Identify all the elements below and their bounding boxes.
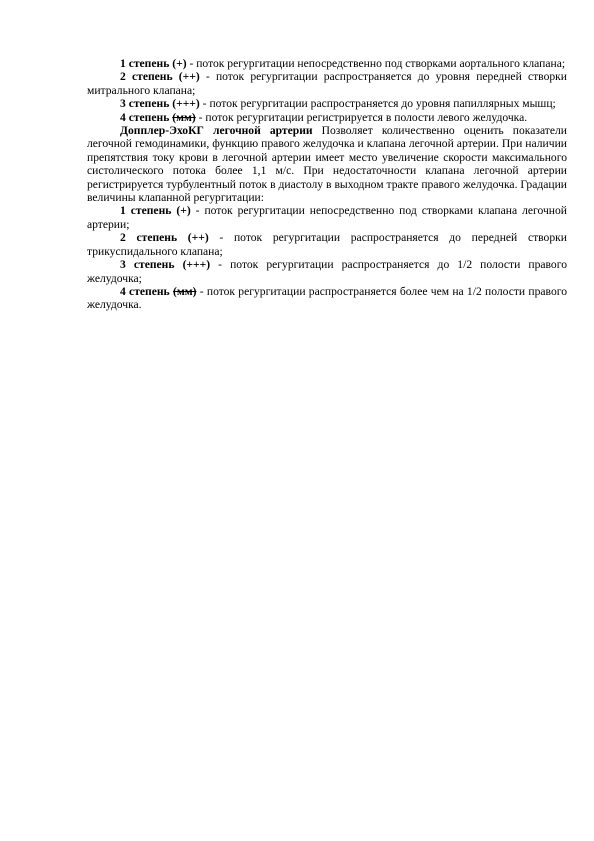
grade-label: 1 степень (120, 204, 172, 218)
grade-mark: (++) (178, 70, 200, 84)
paragraph-pulmonary-grade-1 (87, 204, 567, 231)
grade-label: 3 степень (120, 258, 175, 272)
grade-mark: (++) (187, 231, 209, 245)
paragraph-pulmonary-grade-4 (87, 285, 567, 312)
grade-mark: (+++) (172, 97, 200, 111)
paragraph-text: - поток регургитации распространяется более чем на 1/2 полости правого желудочка. (87, 284, 568, 312)
grade-mark: (+) (172, 57, 187, 70)
paragraph-text: - поток регургитации непосредственно под створками аортального клапана; (186, 57, 566, 70)
paragraph-text: - поток регургитации распространяется до передней створки трикуспидального клапана; (87, 231, 567, 258)
paragraph-pulmonary-grade-3 (87, 258, 567, 285)
section-heading: Допплер-ЭхоКГ легочной артерии (120, 124, 313, 138)
grade-label: 2 степень (120, 70, 173, 84)
paragraph-aortic-grade-2 (87, 70, 567, 97)
paragraph-text: Позволяет количественно оценить показатели легочной гемодинамики, функцию правого желудочка и клапана легочной артерии. При наличии препятствия току крови в легочной артерии имеет место увеличение скорости максимального систолического потока более 1,1 м/с. При недостаточности клапана легочной артерии регистрируется турбулентный поток в диастолу в выходном тракте правого желудочка. Градации величины клапанной регургитации: (87, 124, 567, 205)
paragraph-aortic-grade-3 (87, 97, 567, 110)
paragraph-aortic-grade-1 (87, 57, 567, 70)
grade-mark: (+) (176, 204, 191, 218)
document-page (87, 57, 567, 312)
paragraph-text: - поток регургитации распространяется до 1/2 полости правого желудочка; (87, 258, 567, 285)
grade-mark-strikethrough: (мм) (172, 284, 197, 298)
grade-label: 2 степень (120, 231, 178, 245)
paragraph-text: - поток регургитации регистрируется в полости левого желудочка. (195, 110, 528, 124)
paragraph-text: - поток регургитации непосредственно под створками клапана легочной артерии; (87, 204, 568, 231)
grade-label: 4 степень (120, 110, 170, 124)
grade-label: 4 степень (120, 284, 170, 298)
paragraph-pulmonary-grade-2 (87, 231, 567, 258)
paragraph-pulmonary-doppler (87, 124, 567, 204)
paragraph-aortic-grade-4 (87, 111, 567, 124)
paragraph-text: - поток регургитации распространяется до уровня передней створки митрального клапана; (87, 70, 568, 97)
grade-mark-strikethrough: (мм) (172, 110, 196, 124)
grade-label: 3 степень (120, 97, 170, 111)
grade-label: 1 степень (120, 57, 170, 70)
paragraph-text: - поток регургитации распространяется до уровня папиллярных мышц; (199, 97, 556, 111)
grade-mark: (+++) (182, 258, 211, 272)
